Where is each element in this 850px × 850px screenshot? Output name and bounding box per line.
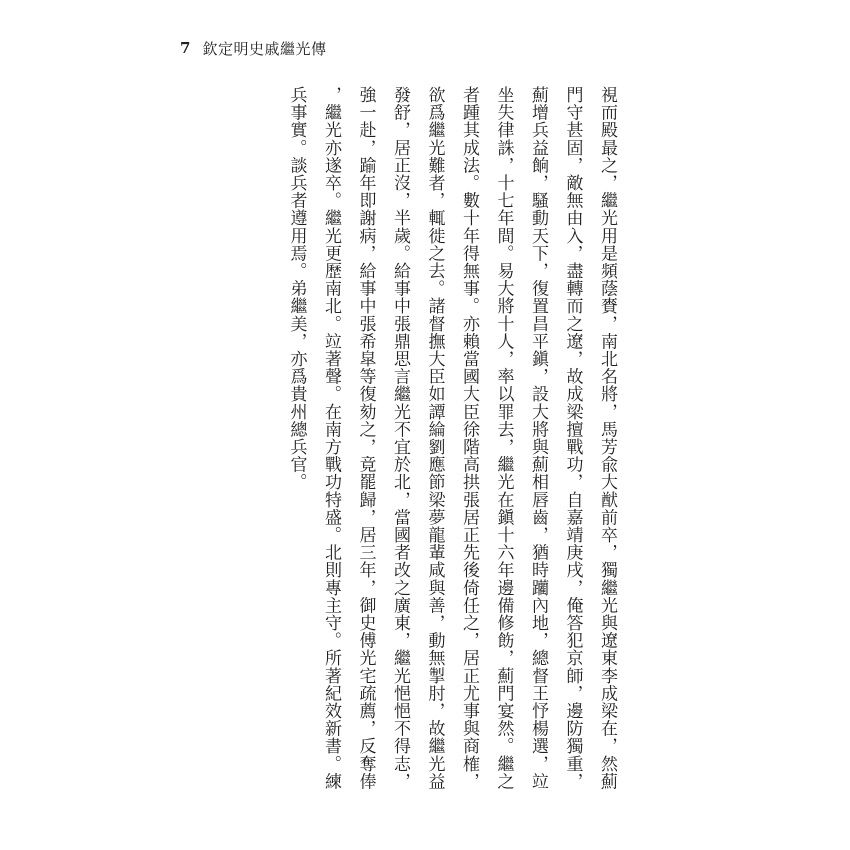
text-column-9: ，繼光亦遂卒。繼光更歷南北。竝著聲。在南方戰功特盛。北則專主守。所著紀效新書。練 [321,86,341,790]
text-column-8: 強一赴，踰年即謝病，給事中張希皐等復劾之，竟罷歸，居三年，御史傅光宅疏薦，反奪俸 [355,86,376,790]
page-header [180,37,326,59]
text-column-10: 兵事實。談兵者遵用焉。弟繼美，亦爲貴州總兵官。 [286,86,307,491]
text-column-6: 欲爲繼光難者，輒徙之去。諸督撫大臣如譚綸劉應節梁夢龍輩咸與善，動無掣肘，故繼光益 [424,86,445,790]
text-column-5: 者踵其成法。數十年得無事。亦賴當國大臣徐階高拱張居正先後倚任之，居正尤事與商榷， [459,86,479,790]
text-column-1: 視而殿最之，繼光用是頻蔭賚，南北名將，馬芳兪大猷前卒，獨繼光與遼東李成梁在，然薊 [597,86,617,790]
text-column-7: 發舒，居正沒，半歲。給事中張鼎思言繼光不宜於北，當國者改之廣東，繼光悒悒不得志， [390,86,410,790]
text-column-2: 門守甚固，敵無由入，盡轉而之遼，故成梁擅戰功，自嘉靖庚戌，俺答犯京師，邊防獨重， [562,86,583,790]
text-column-3: 薊增兵益餉，騷動天下，復置昌平鎭，設大將與薊相唇齒，猶時躪內地，總督王忬楊選，竝 [528,86,548,790]
page-number: 7 [180,39,191,57]
text-column-4: 坐失律誅，十七年間。易大將十人，率以罪去，繼光在鎭十六年邊備修飭，薊門宴然。繼之 [493,86,514,790]
page-title: 欽定明史戚繼光傳 [202,39,327,58]
vertical-text-body [272,86,624,808]
